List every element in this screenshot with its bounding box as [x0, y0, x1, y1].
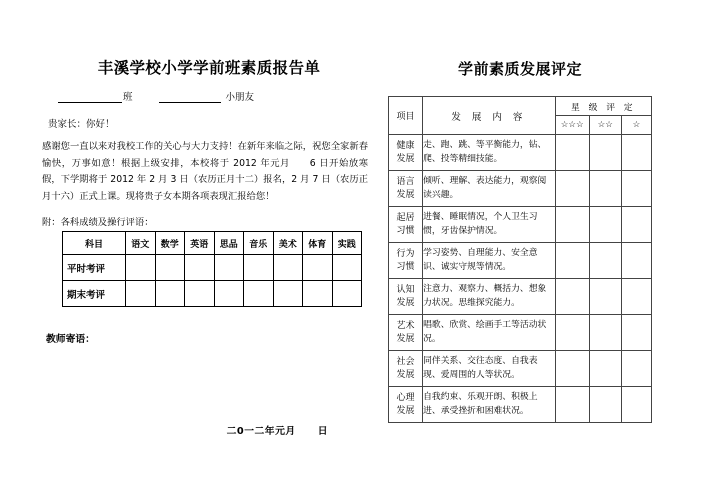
rating-cell-3star[interactable]	[555, 207, 589, 243]
child-blank-label: 小朋友	[225, 92, 255, 103]
rating-cell-2star[interactable]	[589, 243, 621, 279]
score-row-label-final: 期末考评	[63, 281, 126, 307]
score-cell[interactable]	[303, 255, 333, 281]
report-card-left-section	[40, 56, 370, 437]
score-table-body	[63, 232, 362, 307]
score-cell[interactable]	[244, 281, 274, 307]
eval-item-line1: 社会	[396, 356, 415, 367]
score-cell[interactable]	[185, 255, 215, 281]
score-header-art: 美术	[273, 232, 303, 255]
eval-item-line2: 发展	[396, 369, 415, 380]
table-row	[389, 243, 652, 279]
eval-item-line2: 发展	[396, 405, 415, 416]
eval-item-line1: 心理	[396, 392, 415, 403]
score-cell[interactable]	[126, 255, 156, 281]
page-title-evaluation: 学前素质发展评定	[457, 60, 582, 78]
eval-content-language: 倾听、理解、表达能力，观察阅读兴趣。	[423, 171, 556, 207]
rating-cell-2star[interactable]	[589, 135, 621, 171]
eval-header-rating-group: 星 级 评 定	[555, 97, 651, 116]
rating-cell-1star[interactable]	[621, 135, 651, 171]
table-row	[389, 207, 652, 243]
eval-item-line2: 发展	[396, 189, 415, 200]
class-blank-label: 班	[123, 92, 133, 103]
table-row	[389, 387, 652, 423]
eval-item-cognition	[389, 279, 423, 315]
score-header-morality: 思品	[214, 232, 244, 255]
score-cell[interactable]	[273, 281, 303, 307]
rating-cell-2star[interactable]	[589, 279, 621, 315]
rating-cell-2star[interactable]	[589, 207, 621, 243]
table-row	[389, 171, 652, 207]
score-header-practice: 实践	[332, 232, 362, 255]
rating-cell-1star[interactable]	[621, 243, 651, 279]
page-title-report-card: 丰溪学校小学学前班素质报告单	[97, 59, 321, 77]
score-header-subject: 科目	[63, 232, 126, 255]
eval-item-line2: 发展	[396, 297, 415, 308]
eval-item-line1: 健康	[396, 140, 415, 151]
rating-cell-2star[interactable]	[589, 387, 621, 423]
score-cell[interactable]	[332, 281, 362, 307]
rating-cell-3star[interactable]	[555, 351, 589, 387]
one-star-icon: ☆	[621, 116, 651, 135]
signature-date-line	[40, 423, 370, 437]
table-row	[389, 315, 652, 351]
eval-item-line1: 认知	[396, 284, 415, 295]
rating-cell-3star[interactable]	[555, 135, 589, 171]
rating-cell-2star[interactable]	[589, 171, 621, 207]
score-header-pe: 体育	[303, 232, 333, 255]
rating-cell-1star[interactable]	[621, 351, 651, 387]
attachment-note: 附：各科成绩及操行评语：	[42, 217, 154, 228]
date-text: 二0一二年元月	[226, 426, 296, 437]
letter-body-paragraph: 感谢您一直以来对我校工作的关心与大力支持！在新年来临之际，祝您全家新春愉快，万事如意！根据上级安排，本校将于 2012 年元月 6 日开始放寒假，下学期将于 2012 年 2 月 3 日（农历正月十二）报名，2 月 7 日（农历正月十六）正式上课。现将贵子女本期各项表现汇报给您！	[42, 141, 368, 202]
score-cell[interactable]	[332, 255, 362, 281]
eval-item-line1: 起居	[396, 212, 415, 223]
table-row	[389, 135, 652, 171]
rating-cell-1star[interactable]	[621, 315, 651, 351]
rating-cell-3star[interactable]	[555, 315, 589, 351]
eval-item-art	[389, 315, 423, 351]
rating-cell-2star[interactable]	[589, 351, 621, 387]
eval-item-line1: 语言	[396, 176, 415, 187]
eval-content-daily-routine: 进餐、睡眠情况，个人卫生习惯，牙齿保护情况。	[423, 207, 556, 243]
score-table-row-final	[63, 281, 362, 307]
three-star-icon: ☆☆☆	[555, 116, 589, 135]
score-cell[interactable]	[155, 255, 185, 281]
eval-header-item: 项目	[389, 97, 423, 135]
score-cell[interactable]	[244, 255, 274, 281]
two-star-icon: ☆☆	[589, 116, 621, 135]
eval-item-line2: 发展	[396, 333, 415, 344]
score-cell[interactable]	[185, 281, 215, 307]
rating-cell-1star[interactable]	[621, 387, 651, 423]
score-table-header-row	[63, 232, 362, 255]
teacher-comment-label: 教师寄语：	[46, 334, 95, 345]
eval-content-psychology: 自我约束、乐观开朗、积极上进、承受挫折和困难状况。	[423, 387, 556, 423]
eval-table-body	[389, 97, 652, 423]
score-header-chinese: 语文	[126, 232, 156, 255]
rating-cell-3star[interactable]	[555, 279, 589, 315]
eval-item-psychology	[389, 387, 423, 423]
eval-content-behavior: 学习姿势、自理能力、安全意识、诚实守规等情况。	[423, 243, 556, 279]
score-header-music: 音乐	[244, 232, 274, 255]
rating-cell-3star[interactable]	[555, 387, 589, 423]
eval-item-social	[389, 351, 423, 387]
rating-cell-1star[interactable]	[621, 207, 651, 243]
eval-content-social: 同伴关系、交往态度、自我表现、爱周围的人等状况。	[423, 351, 556, 387]
eval-item-line1: 行为	[396, 248, 415, 259]
score-cell[interactable]	[214, 281, 244, 307]
subject-score-table	[62, 231, 362, 307]
score-cell[interactable]	[155, 281, 185, 307]
eval-content-health: 走、跑、跳、等平衡能力，钻、爬、投等精细技能。	[423, 135, 556, 171]
table-row	[389, 279, 652, 315]
eval-item-language	[389, 171, 423, 207]
score-row-label-regular: 平时考评	[63, 255, 126, 281]
eval-item-line1: 艺术	[396, 320, 415, 331]
class-blank-rule[interactable]	[58, 91, 122, 103]
rating-cell-1star[interactable]	[621, 279, 651, 315]
eval-content-art: 唱歌、欣赏、绘画手工等活动状况。	[423, 315, 556, 351]
score-cell[interactable]	[303, 281, 333, 307]
score-cell[interactable]	[126, 281, 156, 307]
eval-item-line2: 发展	[396, 153, 415, 164]
eval-item-behavior	[389, 243, 423, 279]
development-evaluation-table	[388, 96, 652, 423]
table-row	[389, 351, 652, 387]
eval-item-health	[389, 135, 423, 171]
eval-content-cognition: 注意力、观察力、概括力、想象力状况。思维探究能力。	[423, 279, 556, 315]
score-header-english: 英语	[185, 232, 215, 255]
child-name-blank-rule[interactable]	[159, 91, 221, 103]
rating-cell-3star[interactable]	[555, 243, 589, 279]
score-cell[interactable]	[214, 255, 244, 281]
eval-header-row-top	[389, 97, 652, 116]
date-day-label: 日	[317, 426, 328, 437]
score-header-math: 数学	[155, 232, 185, 255]
rating-cell-1star[interactable]	[621, 171, 651, 207]
eval-item-line2: 习惯	[396, 225, 415, 236]
rating-cell-3star[interactable]	[555, 171, 589, 207]
student-identity-blanks	[40, 89, 370, 103]
score-cell[interactable]	[273, 255, 303, 281]
eval-item-line2: 习惯	[396, 261, 415, 272]
eval-item-daily-routine	[389, 207, 423, 243]
development-evaluation-section	[388, 58, 652, 423]
eval-header-content: 发 展 内 容	[423, 97, 556, 135]
score-table-row-regular	[63, 255, 362, 281]
rating-cell-2star[interactable]	[589, 315, 621, 351]
greeting-text: 贵家长：你好！	[48, 119, 115, 130]
